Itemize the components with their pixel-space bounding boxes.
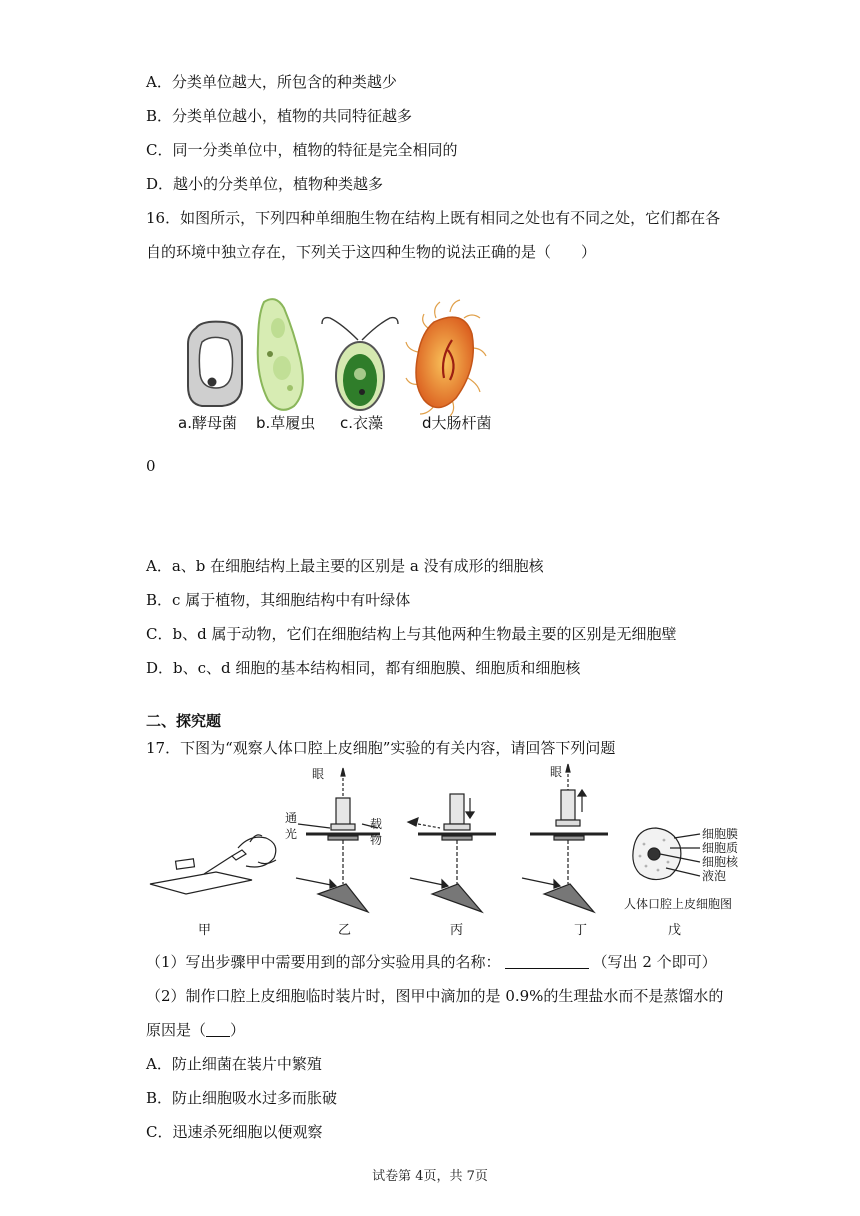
panel-jia-drawing — [150, 835, 276, 894]
q16-option-a: A．a、b 在细胞结构上最主要的区别是 a 没有成形的细胞核 — [146, 557, 544, 575]
label-zaiwu — [370, 816, 386, 847]
q16-stem-line2: 自的环境中独立存在，下列关于这四种生物的说法正确的是（ ） — [146, 243, 597, 261]
single-cell-organisms-figure — [172, 288, 504, 438]
yeast-cell-image — [188, 322, 242, 406]
label-chlamydomonas: c.衣藻 — [340, 414, 384, 432]
q17-sub2-line2 — [146, 1020, 245, 1040]
q15-option-c: C．同一分类单位中，植物的特征是完全相同的 — [146, 141, 458, 159]
q15-option-a: A．分类单位越大，所包含的种类越少 — [146, 73, 397, 91]
panel-label-yi: 乙 — [338, 923, 352, 938]
chlamydomonas-image — [322, 318, 398, 410]
microscope-procedure-figure — [146, 762, 750, 942]
q17-sub1-prefix: （1）写出步骤甲中需要用到的部分实验用具的名称： — [146, 953, 501, 971]
label-eye-ding: 眼 — [550, 765, 563, 779]
panel-ding-drawing — [522, 764, 608, 912]
q16-stem-line1: 16．如图所示，下列四种单细胞生物在结构上既有相同之处也有不同之处，它们都在各 — [146, 209, 721, 227]
label-e-coli: d大肠杆菌 — [422, 414, 492, 432]
q17-sub2-line1: （2）制作口腔上皮细胞临时装片时，图甲中滴加的是 0.9%的生理盐水而不是蒸馏水的 — [146, 987, 724, 1005]
label-tongguang-1: 通 — [285, 811, 298, 825]
q16-option-c: C．b、d 属于动物，它们在细胞结构上与其他两种生物最主要的区别是无细胞壁 — [146, 625, 677, 643]
label-yeast: a.酵母菌 — [178, 414, 237, 432]
label-paramecium: b.草履虫 — [256, 414, 316, 432]
cell-part-vacuole: 液泡 — [702, 869, 727, 883]
page-footer: 试卷第 4页，共 7页 — [372, 1169, 488, 1184]
paramecium-image — [258, 299, 303, 410]
cell-part-cytoplasm: 细胞质 — [702, 841, 739, 855]
panel-label-wu: 戊 — [668, 923, 682, 938]
q17-sub2-prefix: 原因是（ — [146, 1021, 207, 1039]
q17-option-a: A．防止细菌在装片中繁殖 — [146, 1055, 322, 1073]
label-zaiwu-2: 物 — [370, 833, 383, 847]
q17-stem: 17．下图为“观察人体口腔上皮细胞”实验的有关内容，请回答下列问题 — [146, 739, 616, 757]
label-eye-yi: 眼 — [312, 767, 325, 781]
panel-label-ding: 丁 — [574, 923, 588, 938]
cell-figure-caption: 人体口腔上皮细胞图 — [624, 897, 733, 911]
q17-option-c: C．迅速杀死细胞以便观察 — [146, 1123, 323, 1141]
q16-option-b: B．c 属于植物，其细胞结构中有叶绿体 — [146, 591, 411, 609]
q16-option-d: D．b、c、d 细胞的基本结构相同，都有细胞膜、细胞质和细胞核 — [146, 659, 581, 677]
label-zaiwu-1: 载 — [370, 817, 383, 831]
q15-option-b: B．分类单位越小，植物的共同特征越多 — [146, 107, 413, 125]
panel-label-bing: 丙 — [450, 923, 464, 938]
q17-sub2-suffix: ） — [230, 1021, 246, 1039]
section-title: 二、探究题 — [146, 712, 222, 730]
label-tongguang-2: 光 — [285, 827, 298, 841]
q15-option-d: D．越小的分类单位，植物种类越多 — [146, 175, 384, 193]
q17-sub2-blank[interactable] — [206, 1022, 230, 1037]
q17-sub1-blank[interactable] — [505, 954, 589, 969]
e-coli-image — [406, 300, 486, 416]
q17-sub1 — [146, 952, 717, 972]
panel-label-jia: 甲 — [198, 923, 212, 938]
stray-zero-text: 0 — [146, 457, 156, 475]
panel-yi-drawing — [296, 768, 383, 912]
q17-option-b: B．防止细胞吸水过多而胀破 — [146, 1089, 338, 1107]
panel-wu-cell-drawing — [633, 828, 700, 880]
cell-part-membrane: 细胞膜 — [702, 827, 739, 841]
cell-part-nucleus: 细胞核 — [702, 855, 739, 869]
q17-sub1-suffix: （写出 2 个即可） — [592, 953, 717, 971]
label-tongguang — [285, 811, 301, 841]
panel-bing-drawing — [408, 794, 496, 912]
